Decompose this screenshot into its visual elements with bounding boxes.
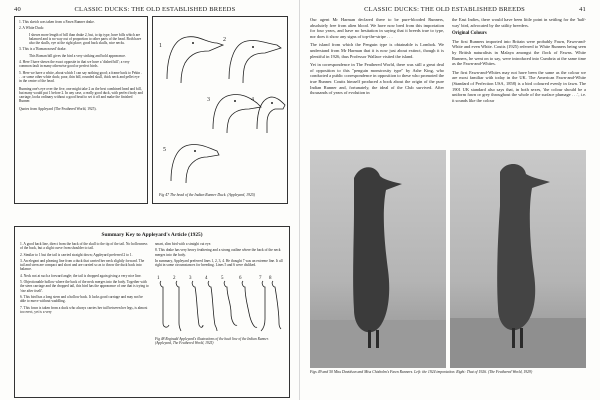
- label-4: 4: [251, 97, 254, 103]
- figure-47: [152, 16, 288, 204]
- right-page: [300, 0, 600, 400]
- paragraph: Yet in correspondence in The Feathered World, there was still a great deal of opposition to this "penguin monstrosity type" by Ashe King, who conducted a public correspondence in opposition to these who promoted the true Runner. Coutts himself produced a book about the origin of the pure Indian Runner and, fortunately, the ideal of the Club survived. After thousands of years of evolution in: [310, 62, 444, 96]
- label-1: 1: [159, 43, 162, 49]
- body-text-columns: [310, 17, 586, 106]
- note-4: 4. Here I have shewn the exact opposite in that we have a 'dished bill'; a very common fault in many otherwise good or perfect birds.: [19, 60, 130, 69]
- figure-47-caption: Fig 47 The head of the Indian Runner Duck. (Appleyard, 1925): [159, 193, 256, 197]
- paragraph: The island from which the Penguin type is obtainable is Lombok. We understand from Mr Harman that it is now just about extinct, though it is plentiful in 1926, thus Professor Wallace visited the island.: [310, 42, 444, 59]
- label-5: 5: [163, 147, 166, 153]
- svg-text:5: 5: [221, 276, 224, 282]
- left-running-head: [14, 6, 289, 13]
- key-item: 8. This drake has very heavy feathering and a strong outline where the back of the neck merges into the body.: [155, 248, 281, 257]
- key-item: smart, slim bird with a straight cut eye.: [155, 242, 212, 246]
- svg-text:7: 7: [259, 276, 262, 282]
- note-5: 5. Here we have a white, about which I can say nothing good; a frame back to Pekin . . . or some other white duck; poor, thin bill, rounded skull, thick neck and pellet eye in the centre of the head.: [19, 70, 142, 84]
- key-item: 7. This fawn is taken from a duck who always carries her tail between her legs, is almost too erect, yet is a very: [20, 305, 148, 314]
- note-3: 3. This is a 'Roman nosed' drake.: [19, 47, 67, 52]
- key-summary: In summary, Appleyard preferred lines 1, 2, 3, 4. He thought 7 was an extreme line. It all right in some circumstances for breeding. Lines 5 and 6 were disliked.: [155, 258, 283, 268]
- running-head-title: CLASSIC DUCKS: THE OLD ESTABLISHED BREEDS: [364, 6, 525, 13]
- key-item: 4. Neck not at such a forward angle; the tail is dropped again giving a very nice line.: [20, 273, 142, 278]
- svg-text:3: 3: [189, 276, 192, 282]
- back-line-illustrations: [155, 273, 283, 335]
- paragraph: The first Fawn-and-Whites may not have been the same as the colour we are most familiar with today in the UK. The American Fawn-and-White (Standard of Perfection USA, 1858) is a bird coloured evenly in fawn. The 1901 UK standard also says that, in both sexes, 'the colour should be a uniform fawn or grey throughout the whole of the surface plumage . . .', i.e. it sounds like the colour: [452, 69, 586, 103]
- key-item: 2. Similar to 1 but the tail is carried straight down; Appleyard preferred 2 to 1.: [20, 252, 133, 257]
- photo-caption: Figs 49 and 50 Miss Davidson and Miss Chisholm's Fawn Runners. Left: the 1924 importation. Right: That of 1926. (The Feathered World, 1929): [310, 370, 533, 374]
- text-column-2: [452, 17, 586, 106]
- back-line-5: [224, 281, 237, 325]
- runner-photos: [310, 150, 586, 386]
- duck-photo-left: [310, 150, 446, 368]
- back-line-2: [176, 281, 181, 331]
- duck-head-2: [229, 40, 281, 83]
- svg-text:2: 2: [173, 276, 176, 282]
- page-number: 40: [14, 6, 21, 13]
- svg-text:6: 6: [239, 276, 242, 282]
- roman-text: This Roman bill gives the bird a very striking and bold appearance.: [29, 53, 126, 58]
- paragraph: the East Indies, there would have been little point in settling for the 'half-way' bird, advocated by the utility breeders.: [452, 17, 586, 28]
- right-running-head: [310, 6, 586, 13]
- figure-48-caption: Fig 48 Reginald Appleyard's illustrations of the back line of the Indian Runner. (Appleyard, The Feathered World, 1925): [155, 336, 269, 346]
- text-column-1: [310, 17, 444, 106]
- back-line-1: [160, 281, 169, 327]
- back-line-6: [242, 281, 257, 327]
- photo-fawn-runner-right: [450, 150, 586, 368]
- note-1: 1. This sketch was taken from a Fawn Runner drake.: [19, 20, 95, 24]
- running-text: Running one's eye over the five, one might take 2 as the best combined head and bill, but many would put 1 before 2. In any case, a really good duck, with perfect body and carriage, looks ordinary without a good head to set it off and make the finished Runner.: [19, 86, 143, 104]
- key-item: 5. Objectionable hollow where the back of the neck merges into the body. Together with the stern carriage and the dropped tail, this bird has the appearance of one that is trying to 'rise after itself'.: [20, 280, 149, 293]
- photo-fawn-runner-left: [310, 150, 446, 368]
- key-item: 6. This bird has a long stern and a hollow back. It lacks good carriage and may not be able to move without waddling.: [20, 294, 143, 304]
- paragraph: The first Runners imported into Britain were probably Fawn, Fawn-and-White and even White. Coutts (1925) referred to White Runners being seen by British naturalists in Malaya amongst the flock of Fawns. White Runners, he went on to say, were introduced into Cumbria at the same time as the Fawn-and-Whites.: [452, 38, 586, 67]
- head-examples-box: [14, 16, 148, 204]
- key-column-right: [155, 242, 284, 347]
- back-line-4: [208, 281, 217, 331]
- label-2: 2: [223, 37, 226, 43]
- key-item: 3. An elegant and pleasing line from a duck that carried her neck slightly forward. The tail and stern are compact and short and are carried so as to throw the duck back into balance.: [20, 258, 145, 272]
- page-number: 41: [579, 6, 586, 13]
- note-2: 2. A White Duck:: [19, 26, 45, 31]
- summary-key-box: [14, 226, 290, 398]
- svg-text:8: 8: [269, 276, 272, 282]
- svg-text:1: 1: [157, 276, 160, 282]
- summary-key-title: Summary Key to Appleyard's Article (1925): [101, 232, 203, 238]
- duck-head-4: [257, 97, 285, 133]
- key-column-left: [20, 242, 149, 347]
- subhead-original-colours: Original Colours: [452, 31, 487, 37]
- paragraph: Our agent Mr Harman declared there to be pure-blooded Runners, absolutely free from alien blood. We have now bred from this importation for four years, and have no hesitation in saying that it breeds true to type, nor does it show any signs of top-the-stripe . . .: [310, 17, 444, 39]
- white-duck-text: I shewn more length of bill than drake 2, but, to tip type, have bills which are balanced and is no way out of proportion to other parts of the head. Both have also the skulls, eye at the right place; good back skulls, nice necks.: [29, 32, 142, 46]
- label-3: 3: [207, 97, 210, 103]
- duck-head-1: [167, 37, 223, 83]
- svg-text:4: 4: [205, 276, 208, 282]
- running-head-title: CLASSIC DUCKS: THE OLD ESTABLISHED BREEDS: [74, 6, 236, 13]
- back-line-8: [272, 281, 281, 329]
- key-item: 1. A good back line, direct from the back of the skull to the tip of the tail. No hollowness of the back, but a slight curve from shoulder to tail.: [20, 242, 148, 251]
- back-line-3: [192, 281, 203, 327]
- duck-heads-illustration: [153, 17, 289, 189]
- quote-source: Quotes from Appleyard (The Feathered World, 1925).: [19, 106, 97, 111]
- back-line-7: [261, 281, 265, 331]
- duck-photo-right: [450, 150, 586, 368]
